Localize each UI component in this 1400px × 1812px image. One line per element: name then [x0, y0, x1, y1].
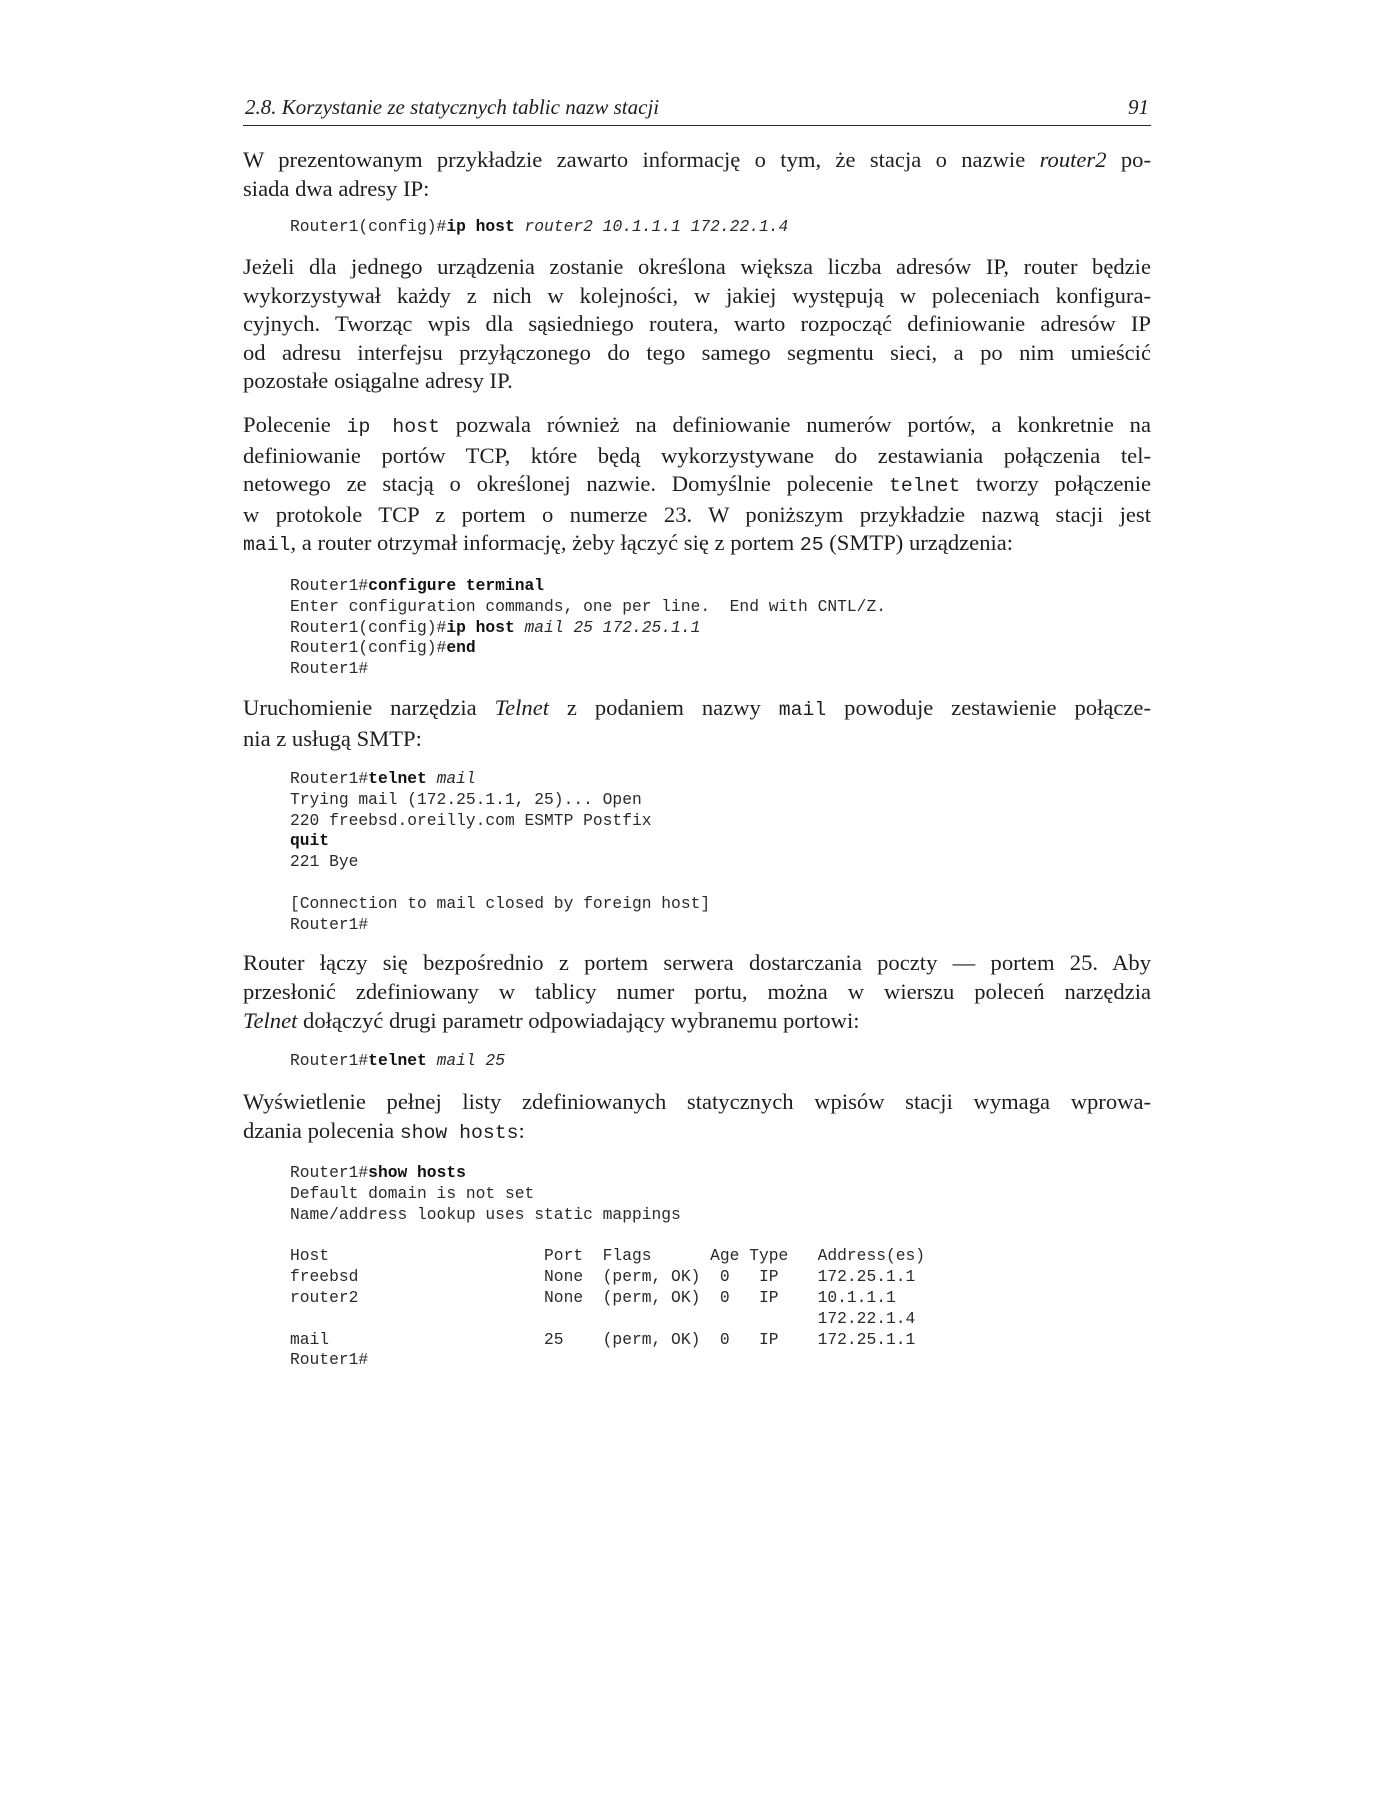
code-listing-2 — [290, 576, 1151, 680]
tool-name-italic: Telnet — [243, 1007, 298, 1033]
code-prompt: Router1(config)# — [290, 217, 447, 237]
paragraph-5 — [243, 949, 1151, 1035]
code-prompt: Router1# — [290, 1051, 369, 1071]
paragraph-line — [243, 470, 1151, 501]
code-prompt: Router1# — [290, 575, 369, 595]
hostname-italic: router2 — [1039, 147, 1107, 172]
text-run: W prezentowanym przykładzie zawarto informację o tym, że stacja o nazwie — [243, 147, 1040, 172]
text-run: Polecenie — [243, 411, 347, 437]
code-output: [Connection to mail closed by foreign host] — [290, 893, 711, 913]
code-output: Default domain is not set — [290, 1184, 535, 1204]
running-header — [243, 95, 1151, 126]
paragraph-6 — [243, 1088, 1151, 1147]
code-prompt: Router1# — [290, 769, 369, 789]
code-command: ip host — [446, 217, 515, 237]
paragraph-line: od adresu interfejsu przyłączonego do tego samego segmentu sieci, a po nim umieścić — [243, 339, 1151, 365]
code-output: Name/address lookup uses static mappings — [290, 1204, 681, 1224]
inline-code: ip host — [346, 415, 440, 438]
text-run: dzania polecenia — [243, 1117, 400, 1143]
text-run: , a router otrzymał informację, żeby łączyć się z portem — [290, 530, 800, 556]
text-run: pozwala również na definiowanie numerów portów, a konkretnie na — [439, 411, 1151, 437]
code-prompt: Router1# — [290, 914, 369, 934]
book-page — [243, 95, 1151, 1371]
paragraph-line — [243, 1117, 1151, 1148]
section-title: 2.8. Korzystanie ze statycznych tablic nazw stacji — [245, 95, 660, 119]
paragraph-line: nia z usługą SMTP: — [243, 725, 422, 751]
paragraph-line: wykorzystywał każdy z nich w kolejności, w jakiej występują w poleceniach konfigura- — [243, 282, 1151, 308]
hosts-table-header: Host Port Flags Age Type Address(es) — [290, 1246, 926, 1266]
code-args: router2 10.1.1.1 172.22.1.4 — [514, 217, 789, 237]
code-listing-5 — [290, 1163, 1151, 1371]
text-run: (SMTP) urządzenia: — [823, 530, 1014, 556]
hosts-table-row: router2 None (perm, OK) 0 IP 10.1.1.1 — [290, 1288, 896, 1308]
inline-code: show hosts — [399, 1121, 519, 1144]
paragraph-line: siada dwa adresy IP: — [243, 175, 430, 201]
paragraph-4 — [243, 694, 1151, 753]
inline-code: mail — [778, 698, 827, 721]
tool-name-italic: Telnet — [494, 694, 550, 720]
text-run: netowego ze stacją o określonej nazwie. Domyślnie polecenie — [243, 471, 889, 497]
paragraph-line: cyjnych. Tworząc wpis dla sąsiedniego routera, warto rozpocząć definiowanie adresów IP — [243, 311, 1151, 337]
paragraph-line — [243, 694, 1151, 725]
text-run: dołączyć drugi parametr odpowiadający wybranemu portowi: — [297, 1007, 860, 1033]
code-prompt: Router1(config)# — [290, 617, 447, 637]
code-command: telnet — [368, 1051, 427, 1071]
code-prompt: Router1# — [290, 1350, 369, 1370]
paragraph-line: Router łączy się bezpośrednio z portem serwera dostarczania poczty — portem 25. Aby — [243, 950, 1151, 976]
paragraph-line: w protokole TCP z portem o numerze 23. W poniższym przykładzie nazwą stacji jest — [243, 501, 1151, 527]
paragraph-line: definiowanie portów TCP, które będą wykorzystywane do zestawiania połączenia tel- — [243, 442, 1151, 468]
text-run: po- — [1106, 147, 1151, 172]
code-args: mail 25 172.25.1.1 — [514, 617, 701, 637]
paragraph-3 — [243, 411, 1151, 560]
hosts-table-row: mail 25 (perm, OK) 0 IP 172.25.1.1 — [290, 1329, 916, 1349]
hosts-table-row: freebsd None (perm, OK) 0 IP 172.25.1.1 — [290, 1267, 916, 1287]
code-output: Enter configuration commands, one per line. End with CNTL/Z. — [290, 596, 886, 616]
code-listing-3 — [290, 769, 1151, 935]
paragraph-line: pozostałe osiągalne adresy IP. — [243, 368, 513, 394]
inline-code: mail — [243, 534, 291, 557]
text-run: : — [518, 1117, 525, 1143]
paragraph-line — [243, 1007, 1151, 1036]
code-prompt: Router1# — [290, 1163, 369, 1183]
paragraph-line — [243, 146, 1151, 175]
page-number: 91 — [1128, 95, 1149, 119]
code-listing-4 — [290, 1051, 1151, 1072]
paragraph-1 — [243, 146, 1151, 203]
code-output: Trying mail (172.25.1.1, 25)... Open — [290, 789, 642, 809]
code-command: ip host — [446, 617, 515, 637]
code-listing-1 — [290, 217, 1151, 238]
text-run: powoduje zestawienie połącze- — [826, 694, 1151, 720]
code-command: quit — [290, 831, 330, 851]
code-command: telnet — [368, 769, 427, 789]
paragraph-line: Wyświetlenie pełnej listy zdefiniowanych statycznych wpisów stacji wymaga wprowa- — [243, 1089, 1151, 1115]
inline-code: 25 — [799, 534, 824, 557]
code-output: 220 freebsd.oreilly.com ESMTP Postfix — [290, 810, 652, 830]
text-run: z podaniem nazwy — [549, 694, 779, 720]
code-command: end — [446, 638, 476, 658]
code-args: mail 25 — [426, 1051, 505, 1071]
hosts-table-row-continuation: 172.22.1.4 — [290, 1308, 916, 1328]
code-prompt: Router1# — [290, 659, 369, 679]
text-run: Uruchomienie narzędzia — [243, 694, 495, 720]
text-run: tworzy połączenie — [960, 471, 1152, 497]
code-prompt: Router1(config)# — [290, 638, 447, 658]
code-args: mail — [426, 769, 476, 789]
code-output: 221 Bye — [290, 852, 359, 872]
paragraph-line: przesłonić zdefiniowany w tablicy numer portu, można w wierszu poleceń narzędzia — [243, 979, 1151, 1005]
code-command: configure terminal — [368, 575, 545, 595]
paragraph-line: Jeżeli dla jednego urządzenia zostanie określona większa liczba adresów IP, router będzie — [243, 253, 1151, 279]
inline-code: telnet — [888, 475, 961, 498]
paragraph-2 — [243, 253, 1151, 396]
paragraph-line — [243, 411, 1151, 442]
paragraph-line — [243, 529, 1151, 560]
code-command: show hosts — [368, 1163, 466, 1183]
